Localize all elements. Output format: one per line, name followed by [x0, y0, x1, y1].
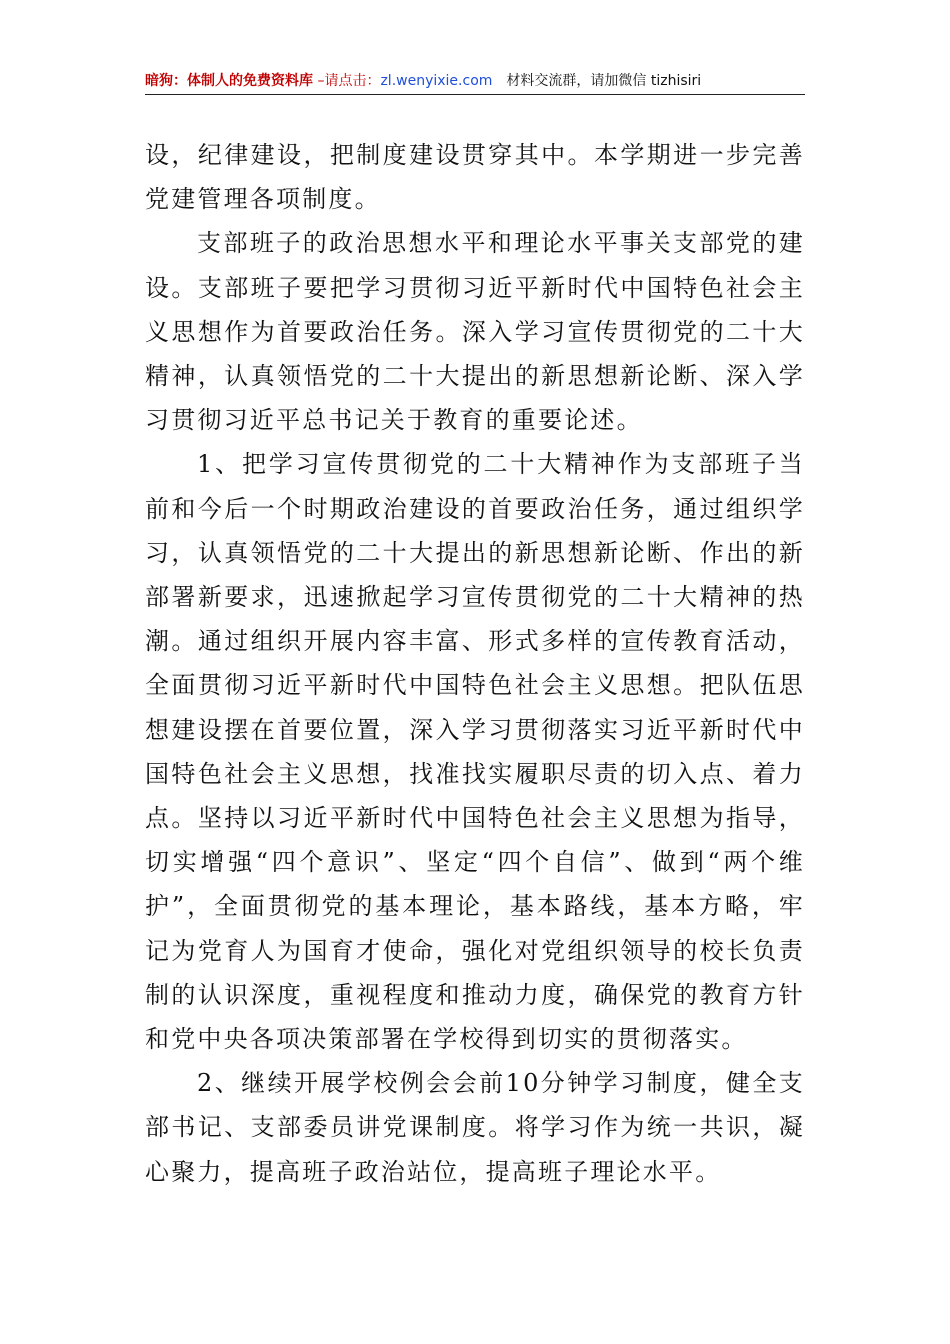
header-prompt: –请点击： — [313, 73, 381, 89]
header-brand: 暗狗：体制人的免费资料库 — [145, 73, 313, 89]
paragraph-item-1: 1、把学习宣传贯彻党的二十大精神作为支部班子当前和今后一个时期政治建设的首要政治任务，通过组织学习，认真领悟党的二十大提出的新思想新论断、作出的新部署新要求，迅速掀起学习宣传贯彻党的二十大精神的热潮。通过组织开展内容丰富、形式多样的宣传教育活动，全面贯彻习近平新时代中国特色社会主义思想。把队伍思想建设摆在首要位置，深入学习贯彻落实习近平新时代中国特色社会主义思想，找准找实履职尽责的切入点、着力点。坚持以习近平新时代中国特色社会主义思想为指导，切实增强“四个意识”、坚定“四个自信”、做到“两个维护”，全面贯彻党的基本理论，基本路线，基本方略，牢记为党育人为国育才使命，强化对党组织领导的校长负责制的认识深度，重视程度和推动力度，确保党的教育方针和党中央各项决策部署在学校得到切实的贯彻落实。 — [145, 450, 805, 1054]
header-contact: 材料交流群，请加微信 tizhisiri — [506, 73, 702, 89]
paragraph-item-2: 2、继续开展学校例会会前10分钟学习制度，健全支部书记、支部委员讲党课制度。将学习作为统一共识，凝心聚力，提高班子政治站位，提高班子理论水平。 — [145, 1069, 805, 1186]
paragraph-continuation: 设，纪律建设，把制度建设贯穿其中。本学期进一步完善党建管理各项制度。 — [145, 141, 805, 214]
document-body — [145, 133, 805, 1194]
page-header — [145, 70, 805, 95]
header-link[interactable]: zl.wenyixie.com — [380, 73, 493, 89]
paragraph-intro: 支部班子的政治思想水平和理论水平事关支部党的建设。支部班子要把学习贯彻习近平新时代中国特色社会主义思想作为首要政治任务。深入学习宣传贯彻党的二十大精神，认真领悟党的二十大提出的新思想新论断、深入学习贯彻习近平总书记关于教育的重要论述。 — [145, 229, 805, 435]
